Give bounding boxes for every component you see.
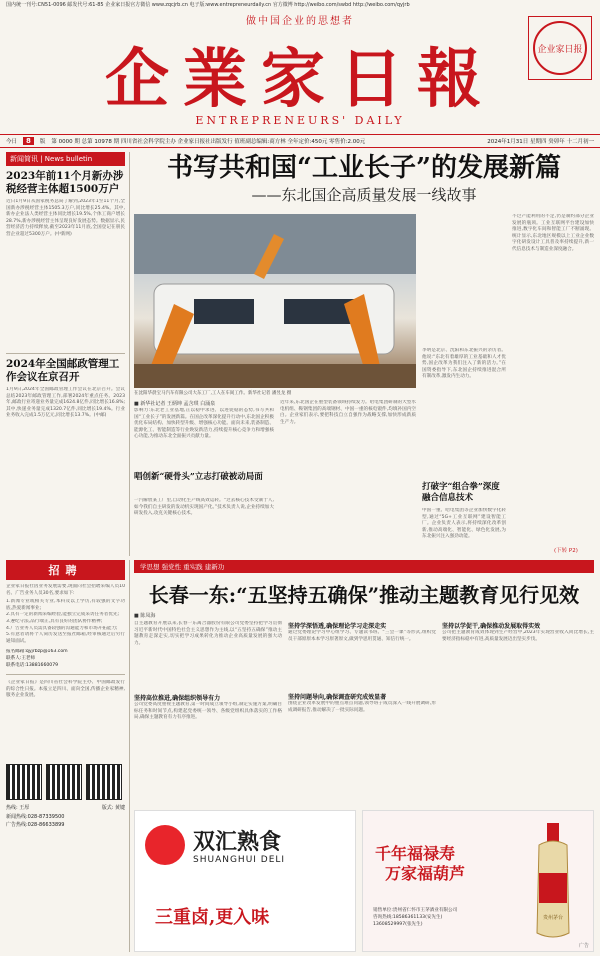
lead-body-col1: 影响力:东北老工业基地,正以稳中求进、以进促稳的态势,书写共和国“工业长子”的发展新篇。在国企改革深化提升行动中,东北国企积极优化布局结构、加快转型升级、增强核心功能。面向未来,装备制造、能源化工、智能制造等行业焕发新活力,持续提升核心竞争力和增强核心功能,为推动东北全面振兴贡献力量。 <box>134 408 274 440</box>
story2-sub3: 坚持问题导向,确保调查研究成效显著 <box>288 694 387 701</box>
shuanghui-ad[interactable] <box>134 810 356 952</box>
recruitment-notice <box>6 560 130 952</box>
issue-details: 第 0000 期 总第 10978 期 四川省社会科学院主办 企业家日报社出版发行 值班副总编辑:商方林 全年定价:450元 零售价:2.00元 <box>51 139 366 145</box>
lead-body-col3b: 中国一重、哈电集团等企业加快数字化转型,通过“5G+工业互联网”建设智能工厂。企业负责人表示,将持续深化改革创新,推动高端化、智能化、绿色化发展,为东北振兴注入强劲动能。 <box>422 508 506 540</box>
bottle-label: 贵州茅台 <box>542 915 564 921</box>
recruit-item: 4.广告业务人员需具备较强的沟通能力和市场开拓能力; <box>6 625 118 631</box>
top-info-strip: 国内统一刊号:CN51-0096 邮发代号:61-85 企业家日报官方微信 www.zqcjrb.cn 电子版:www.entrepreneurdaily.cn 官方微博 http://weibo.com/swbd http://weibo.com/qyjrb <box>6 2 410 8</box>
news-bulletin-column <box>6 152 130 556</box>
story2-body2: 通过党委理论学习中心组学习、专题读书班、“三会一课”等形式,组织党员干部原原本本学习原著原文,做到学思用贯通、知信行统一。 <box>288 630 436 642</box>
story2-body1: 公司党委高度重视主题教育,第一时间成立领导小组,制定实施方案,明确目标任务和时间节点,构建起党委统一领导、各级党组织具体落实的工作格局,确保主题教育有力有序推进。 <box>134 702 282 721</box>
bulletin-headline-2[interactable]: 2024年全国邮政管理工作会议在京召开 <box>6 358 120 383</box>
factory-photo <box>134 214 416 388</box>
newspaper-logo-english: ENTREPRENEURS' DAILY <box>195 114 405 127</box>
issue-date: 2024年1月31日 星期四 癸卯年 十二月初一 <box>487 139 594 145</box>
bulletin-body-1: 近日1月9日从国家税务总局了解到,2023年1至11个月,全国新办涉税经营主体1505.3万户,同比增长25.4%。其中,新办企业法人类经营主体同比增长19.5%,个体工商户增长28.7%,新办涉税经营主体呈现良好发展态势。数据显示,民营经济活力持续释放,截至2023年11月底,全国登记在册民营企业超过5300万户。(中新网) <box>6 199 125 237</box>
ad2-subtitle: 万家福葫芦 <box>385 864 466 883</box>
bulletin-body-2: 1月9日,2024年全国邮政管理工作会议在北京召开。会议总结2023年邮政管理工作,部署2024年重点任务。2023年,邮政行业寄递业务量完成1624.8亿件,同比增长16.8%;其中,快递业务量完成1320.7亿件,同比增长19.4%。行业业务收入完成1.5万亿元,同比增长13.7%。(中邮) <box>6 387 125 419</box>
story2-body: 自主题教育开展以来,长春一东离合器股份有限公司党委坚持把学习贯彻习近平新时代中国特色社会主义思想作为主线,以“五坚持五确保”推动主题教育走深走实,切实把学习成果转化为推动企业高质量发展的强大动力。 <box>134 621 282 646</box>
lead-body-col2: 近年来,东北国企在重型装备领域持续发力。哈电集团研制的大型水电机组、鞍钢集团的高端钢材、中国一重的核电锻件,均填补国内空白。企业家们表示,要把科技自立自强作为战略支撑,加快形成新质生产力。 <box>280 400 416 425</box>
lead-subhead-3: 打破字“组合拳”深度融合信息技术 <box>422 482 500 503</box>
story2-tags: 学思想 强党性 重实践 建新功 <box>134 560 594 573</box>
staff-credits <box>6 804 125 811</box>
recruit-item: 5.有意者请将个人简历发送至报社邮箱,经审核通过后另行通知面试。 <box>6 632 125 644</box>
seal-icon <box>528 16 592 80</box>
recruit-contact: 报名邮箱:qyjrbzp@163.com 联系人:王老师 联系电话:13881660079 <box>6 649 68 668</box>
recruit-intro: 企业家日报社因业务发展需要,现面向社会招聘采编人员10名、广告业务人员30名,要求如下: <box>6 584 125 596</box>
lead-story <box>134 152 594 556</box>
ad1-slogan: 三重卤,更入味 <box>155 907 270 928</box>
liquor-bottle-icon <box>523 823 583 943</box>
maotai-ad[interactable] <box>362 810 594 952</box>
news-hotline: 新闻热线:028-87339500 <box>6 814 65 821</box>
advertisement-area <box>134 810 594 952</box>
recruit-item: 3.遵纪守法,品行端正,具有良好的团队协作精神; <box>6 618 103 624</box>
story2-sub4: 坚持以学促干,确保推动发展取得实效 <box>442 623 541 630</box>
bulletin-headline-1[interactable]: 2023年前11个月新办涉税经营主体超1500万户 <box>6 170 124 195</box>
lead-body-col4: 不过产能利用的不足,仍是制约部分企业发展的瓶颈。工业互联网平台建设加快推进,数字化车间和智能工厂不断涌现。统计显示,东北地区规模以上工业企业数字化研发设计工具普及率持续提升,新一代信息技术与制造业深度融合。 <box>512 214 594 252</box>
lead-byline: ■ 新华社记者 王炳坤 孟含琪 白涌泉 <box>134 401 216 407</box>
qr-code-icon[interactable] <box>86 764 122 800</box>
editor-credit: 版式: 黄键 <box>101 805 125 812</box>
ad1-brand: 双汇熟食 <box>193 829 282 855</box>
ad-hotline: 广告热线:028-86633899 <box>6 822 65 829</box>
recruit-item: 1.新闻专业或相关专业,本科及以上学历,有较强的文字功底,热爱新闻事业; <box>6 599 125 611</box>
pig-logo-icon <box>145 825 185 865</box>
page-count-badge: 8 <box>23 137 34 145</box>
ad2-contact: 销售单位:贵州省仁怀市王茅酒业有限公司 咨询热线:18586361133(安先生) 13608529997(张先生) <box>373 908 458 927</box>
recruit-item: 2.具有一定的新闻采编经验,能独立完成采访任务者优先; <box>6 612 120 618</box>
masthead-slogan: 做中国企业的思想者 <box>246 16 354 27</box>
reporter-credit: 热线: 王厚 <box>6 805 30 812</box>
story2-body4: 公司把主题教育成效体现到生产经营中,2023年实现营业收入同比增长,主要经济指标稳中有进,高质量发展迈出坚实步伐。 <box>442 630 594 642</box>
ad1-brand-en: SHUANGHUI DELI <box>193 855 286 865</box>
second-story <box>134 560 594 806</box>
page-suffix: 版 <box>39 139 46 145</box>
seal-text: 企业家日报 <box>537 45 583 55</box>
story2-body3: 围绕企业改革发展中的重点难点问题,领导班子成员深入一线开展调研,形成调研报告,推动解决了一批实际问题。 <box>288 701 436 713</box>
bulletin-section-label: 新闻简讯 | News bulletin <box>6 152 125 166</box>
qr-code-group <box>6 764 125 800</box>
masthead <box>0 8 600 128</box>
paper-about: 《企业家日报》是四川省社会科学院主办、中国邮政发行的综合性日报。本报立足四川、面向全国,传播企业家精神,服务企业发展。 <box>6 680 125 699</box>
photo-caption: 在沈阳华晨宝马汽车有限公司大东工厂,工人在车间工作。新华社记者 潘昱龙 摄 <box>134 391 292 396</box>
lead-body-col1b: 一汽解放某工厂里,自动化生产线高效运转。“过去核心技术受制于人,如今我们自主研发的发动机实现国产化。”技术负责人说,企业持续加大研发投入,攻克关键核心技术。 <box>134 498 274 517</box>
edition-label: 今日 <box>6 139 18 145</box>
continued-link[interactable]: (下转 P2) <box>554 548 578 554</box>
ad2-title: 千年福禄寿 <box>375 844 456 863</box>
issue-info-bar <box>0 134 600 148</box>
lead-subhead-2: 唱创新“硬骨头”立志打破被动局面 <box>134 472 263 482</box>
recruit-title: 招聘 <box>6 560 125 580</box>
lead-subheadline: ——东北国企高质量发展一线故事 <box>251 186 477 204</box>
ad-label: 广告 <box>578 943 589 949</box>
story2-byline: ■ 陈凤海 <box>134 613 156 619</box>
qr-code-icon[interactable] <box>6 764 42 800</box>
story2-sub2: 坚持学深悟透,确保理论学习走深走实 <box>288 623 387 630</box>
lead-body-col3: 李明是北京、沈阳和东北振兴的亲历者。他说:“东北有着雄厚的工业基础和人才优势,国企改革为我们注入了新的活力。”在国资委指导下,东北国企持续推进混合所有制改革,激发内生动力。 <box>422 348 506 380</box>
qr-code-icon[interactable] <box>46 764 82 800</box>
lead-headline[interactable]: 书写共和国“工业长子”的发展新篇 <box>167 153 561 183</box>
story2-sub1: 坚持高位推进,确保组织领导有力 <box>134 695 221 702</box>
story2-headline[interactable]: 长春一东:“五坚持五确保”推动主题教育见行见效 <box>148 583 580 607</box>
newspaper-logo: 企業家日報 <box>105 42 495 117</box>
